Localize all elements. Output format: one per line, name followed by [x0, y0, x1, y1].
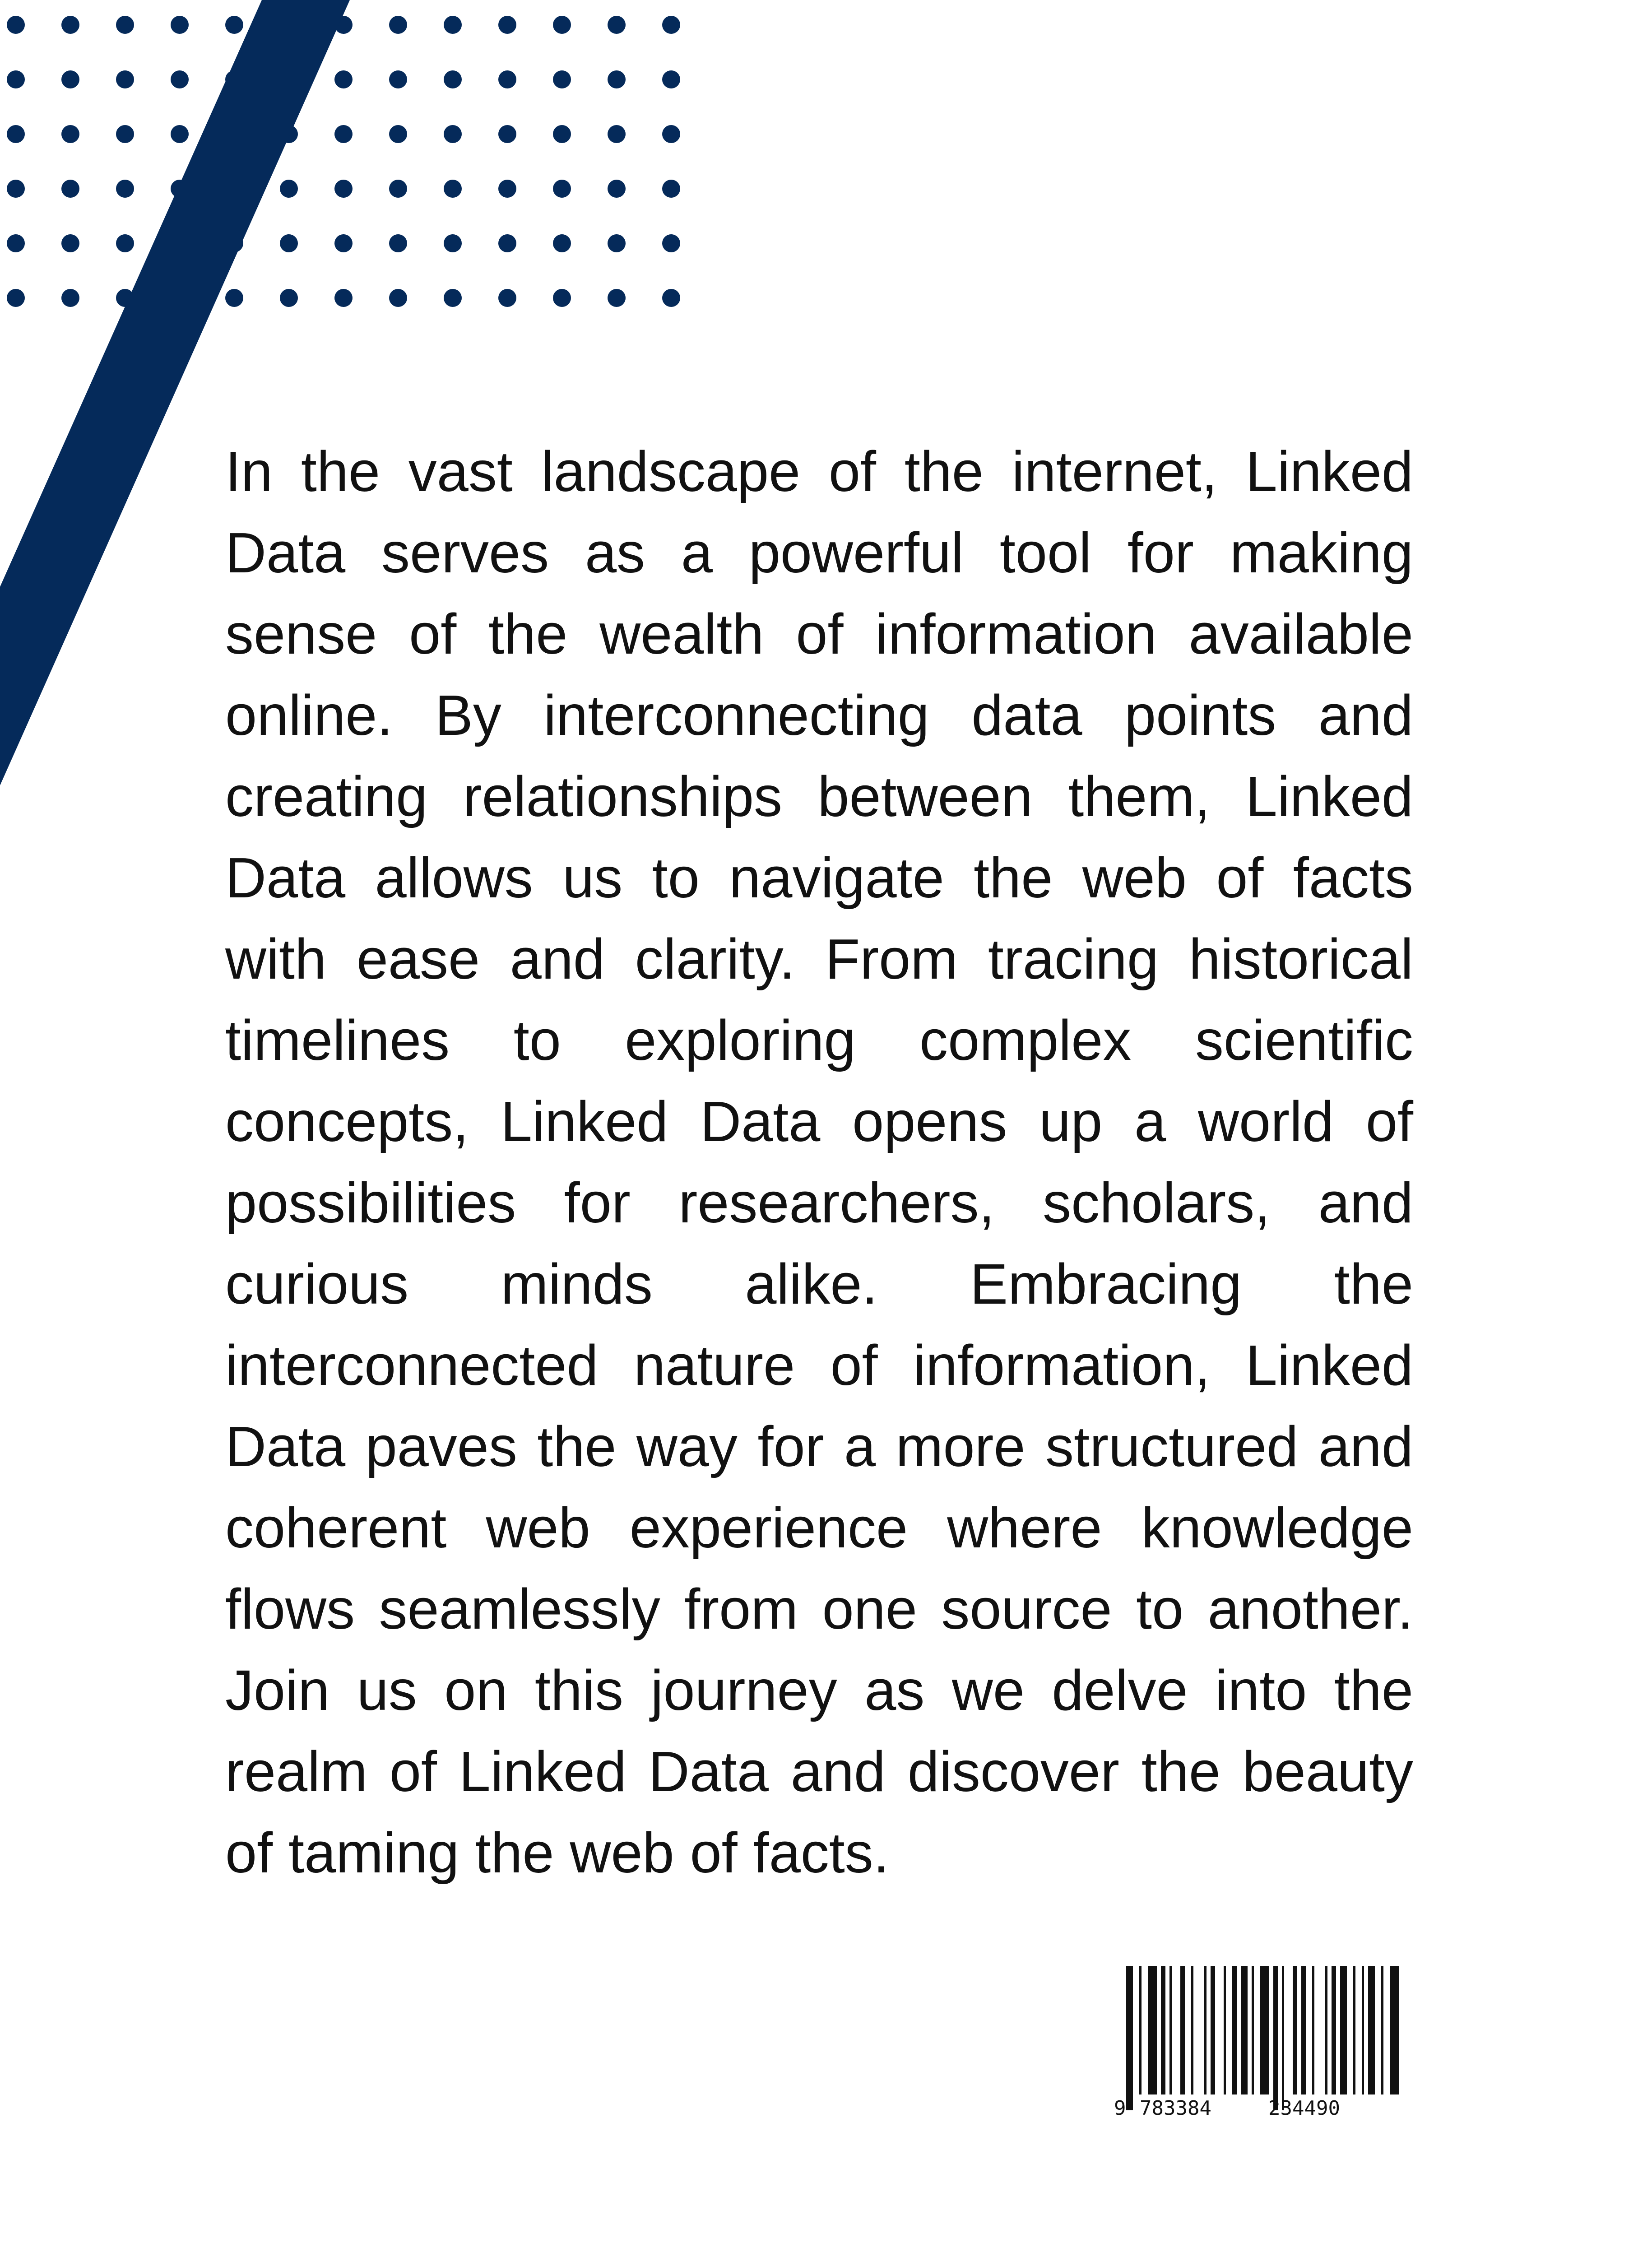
pattern-dot [61, 16, 79, 34]
pattern-dot [61, 125, 79, 143]
pattern-dot [444, 125, 462, 143]
pattern-dot [225, 16, 243, 34]
pattern-dot [7, 289, 25, 307]
pattern-dot [553, 70, 571, 88]
barcode-bar [1169, 1966, 1172, 2094]
barcode-bar [1362, 1966, 1364, 2094]
pattern-dot [662, 16, 680, 34]
barcode-bar [1325, 1966, 1327, 2094]
pattern-dot [7, 234, 25, 252]
pattern-dot [334, 289, 353, 307]
barcode-bar [1139, 1966, 1142, 2094]
pattern-dot [280, 180, 298, 198]
pattern-dot [116, 234, 134, 252]
barcode-bar [1224, 1966, 1226, 2094]
barcode-bar [1390, 1966, 1399, 2094]
barcode-bar [1293, 1966, 1297, 2094]
barcode-digits-right: 234490 [1268, 2097, 1340, 2120]
pattern-dot [389, 16, 407, 34]
pattern-dot [444, 70, 462, 88]
pattern-dot [553, 234, 571, 252]
barcode-bar [1273, 1966, 1278, 2110]
pattern-dot [444, 180, 462, 198]
pattern-dot [389, 234, 407, 252]
pattern-dot [608, 180, 626, 198]
isbn-barcode [1106, 1966, 1399, 2122]
pattern-dot [61, 70, 79, 88]
pattern-dot [116, 16, 134, 34]
pattern-dot [444, 234, 462, 252]
barcode-digit-first: 9 [1114, 2097, 1126, 2120]
barcode-bar [1252, 1966, 1254, 2094]
pattern-dot [608, 234, 626, 252]
barcode-bar [1148, 1966, 1157, 2094]
barcode-bar [1332, 1966, 1336, 2094]
pattern-dot [389, 180, 407, 198]
pattern-dot [171, 125, 189, 143]
pattern-dot [662, 180, 680, 198]
pattern-dot [608, 70, 626, 88]
pattern-dot [334, 234, 353, 252]
barcode-bar [1282, 1966, 1284, 2110]
barcode-bar [1161, 1966, 1165, 2094]
pattern-dot [553, 180, 571, 198]
pattern-dot [7, 125, 25, 143]
barcode-digits-left: 783384 [1140, 2097, 1211, 2120]
pattern-dot [608, 289, 626, 307]
pattern-dot [334, 125, 353, 143]
pattern-dot [498, 289, 516, 307]
pattern-dot [608, 125, 626, 143]
pattern-dot [553, 16, 571, 34]
pattern-dot [7, 70, 25, 88]
pattern-dot [334, 70, 353, 88]
pattern-dot [498, 70, 516, 88]
pattern-dot [444, 289, 462, 307]
pattern-dot [444, 16, 462, 34]
barcode-bar [1260, 1966, 1269, 2094]
pattern-dot [61, 289, 79, 307]
pattern-dot [116, 70, 134, 88]
barcode-bar [1312, 1966, 1314, 2094]
pattern-dot [553, 289, 571, 307]
barcode-bar [1211, 1966, 1215, 2094]
pattern-dot [61, 180, 79, 198]
barcode-bars [1126, 1966, 1399, 2110]
pattern-dot [608, 16, 626, 34]
barcode-bar [1340, 1966, 1347, 2094]
pattern-dot [225, 289, 243, 307]
pattern-dot [116, 125, 134, 143]
pattern-dot [498, 180, 516, 198]
pattern-dot [498, 234, 516, 252]
pattern-dot [662, 125, 680, 143]
back-cover-blurb: In the vast landscape of the internet, Linked Data serves as a powerful tool for making sense of the wealth of information available online. By interconnecting data points and creating relationships between them, Linked Data allows us to navigate the web of facts with ease and clarity. From tracing historical timelines to exploring complex scientific concepts, Linked Data opens up a world of possibilities for researchers, scholars, and curious minds alike. Embracing the interconnected nature of information, Linked Data paves the way for a more structured and coherent web experience where knowledge flows seamlessly from one source to another. Join us on this journey as we delve into the realm of Linked Data and discover the beauty of taming the web of facts. [225, 440, 1413, 1885]
dot-grid-pattern [7, 16, 680, 307]
pattern-dot [389, 70, 407, 88]
barcode-bar [1241, 1966, 1248, 2094]
barcode-bar [1126, 1966, 1133, 2110]
pattern-dot [389, 125, 407, 143]
barcode-bar [1353, 1966, 1355, 2094]
barcode-bar [1368, 1966, 1375, 2094]
pattern-dot [280, 234, 298, 252]
barcode-bar [1301, 1966, 1306, 2094]
pattern-dot [61, 234, 79, 252]
barcode-bar [1381, 1966, 1383, 2094]
pattern-dot [7, 180, 25, 198]
pattern-dot [389, 289, 407, 307]
pattern-dot [662, 70, 680, 88]
pattern-dot [662, 234, 680, 252]
pattern-dot [171, 70, 189, 88]
pattern-dot [7, 16, 25, 34]
pattern-dot [334, 180, 353, 198]
pattern-dot [553, 125, 571, 143]
pattern-dot [116, 180, 134, 198]
barcode-bar [1191, 1966, 1193, 2094]
barcode-bar [1180, 1966, 1185, 2094]
pattern-dot [498, 125, 516, 143]
pattern-dot [280, 289, 298, 307]
pattern-dot [662, 289, 680, 307]
barcode-bar [1204, 1966, 1207, 2094]
pattern-dot [498, 16, 516, 34]
barcode-bar [1232, 1966, 1237, 2094]
pattern-dot [171, 16, 189, 34]
